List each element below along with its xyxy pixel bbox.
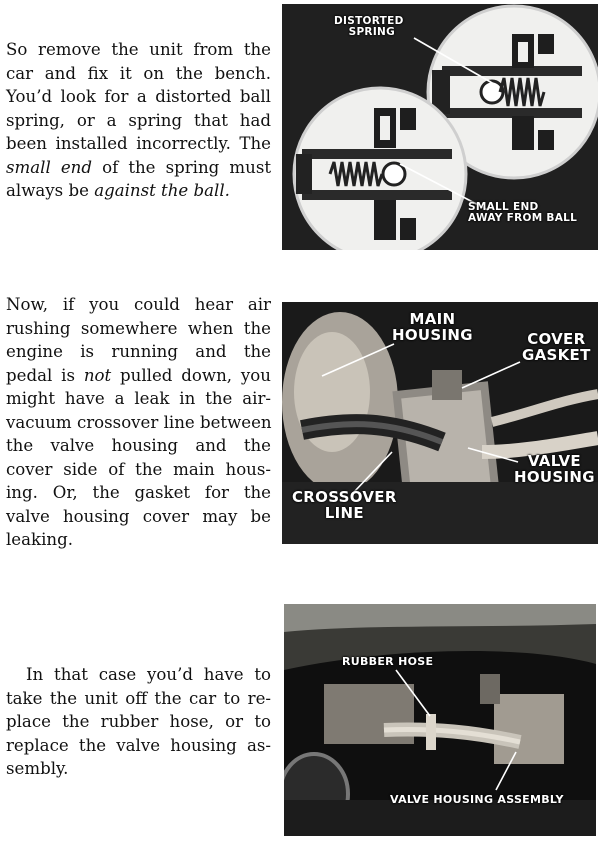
label-line: AWAY FROM BALL (468, 212, 578, 225)
paragraph-air-leak (6, 293, 271, 552)
text-line: vacuum crossover line between (6, 412, 272, 432)
label-line: SMALL END (468, 201, 539, 213)
text-line: leaking. (6, 530, 73, 549)
text-line: might have a leak in the air- (6, 389, 271, 408)
text-fragment: pedal is (6, 365, 84, 385)
text-line: Now, if you could hear air (6, 295, 271, 314)
photo-rubber-hose (284, 604, 596, 836)
text-line: valve housing cover may be (6, 506, 271, 526)
emphasis-not: not (83, 365, 112, 385)
text-fragment: always be (6, 181, 95, 200)
text-line: been installed incorrectly. The (6, 134, 271, 153)
paragraph-replace-hose (6, 663, 271, 781)
text-line: car and fix it on the bench. (6, 63, 271, 83)
label-cover-gasket (522, 332, 591, 364)
text-fragment: pulled down, you (111, 365, 271, 385)
label-crossover-line (292, 490, 397, 522)
label-rubber-hose (342, 656, 433, 668)
emphasis-against-ball: against the ball. (94, 181, 230, 200)
text-line: ing. Or, the gasket for the (6, 483, 271, 502)
text-line: replace the valve housing as- (6, 735, 271, 755)
label-line: HOUSING (392, 325, 473, 344)
text-line: take the unit off the car to re- (6, 688, 271, 708)
label-line: DISTORTED (334, 15, 404, 27)
emphasis-small-end: small end (6, 157, 92, 177)
label-line: VALVE HOUSING ASSEMBLY (390, 793, 564, 806)
text-line: sembly. (6, 759, 69, 778)
text-line (6, 364, 271, 388)
label-distorted-spring (334, 16, 404, 38)
label-valve-housing (514, 454, 595, 486)
label-valve-housing-assembly (390, 794, 564, 806)
text-line (6, 179, 271, 203)
text-line: spring, or a spring that had (6, 110, 271, 130)
label-line: VALVE (527, 452, 581, 470)
label-line: GASKET (522, 345, 591, 364)
text-line: the valve housing and the (6, 436, 271, 455)
text-line: rushing somewhere when the (6, 318, 271, 338)
label-line: HOUSING (514, 467, 595, 486)
label-line: SPRING (348, 26, 396, 39)
text-line: In that case you’d have to (26, 665, 271, 684)
photo-distorted-spring (282, 4, 598, 250)
label-line: LINE (324, 503, 364, 522)
label-line: COVER (527, 330, 586, 348)
text-line: So remove the unit from the (6, 40, 271, 59)
label-line: CROSSOVER (292, 488, 397, 506)
paragraph-remove-unit (6, 38, 271, 203)
photo-main-housing (282, 302, 598, 544)
text-line: You’d look for a distorted ball (6, 87, 271, 106)
label-line: RUBBER HOSE (342, 655, 434, 668)
label-line: MAIN (409, 310, 456, 328)
text-fragment: of the spring must (92, 157, 271, 177)
text-line: engine is running and the (6, 342, 271, 361)
label-small-end (468, 202, 577, 224)
text-line (6, 156, 271, 180)
text-line: place the rubber hose, or to (6, 712, 271, 731)
label-main-housing (392, 312, 473, 344)
text-line: cover side of the main hous- (6, 459, 271, 479)
